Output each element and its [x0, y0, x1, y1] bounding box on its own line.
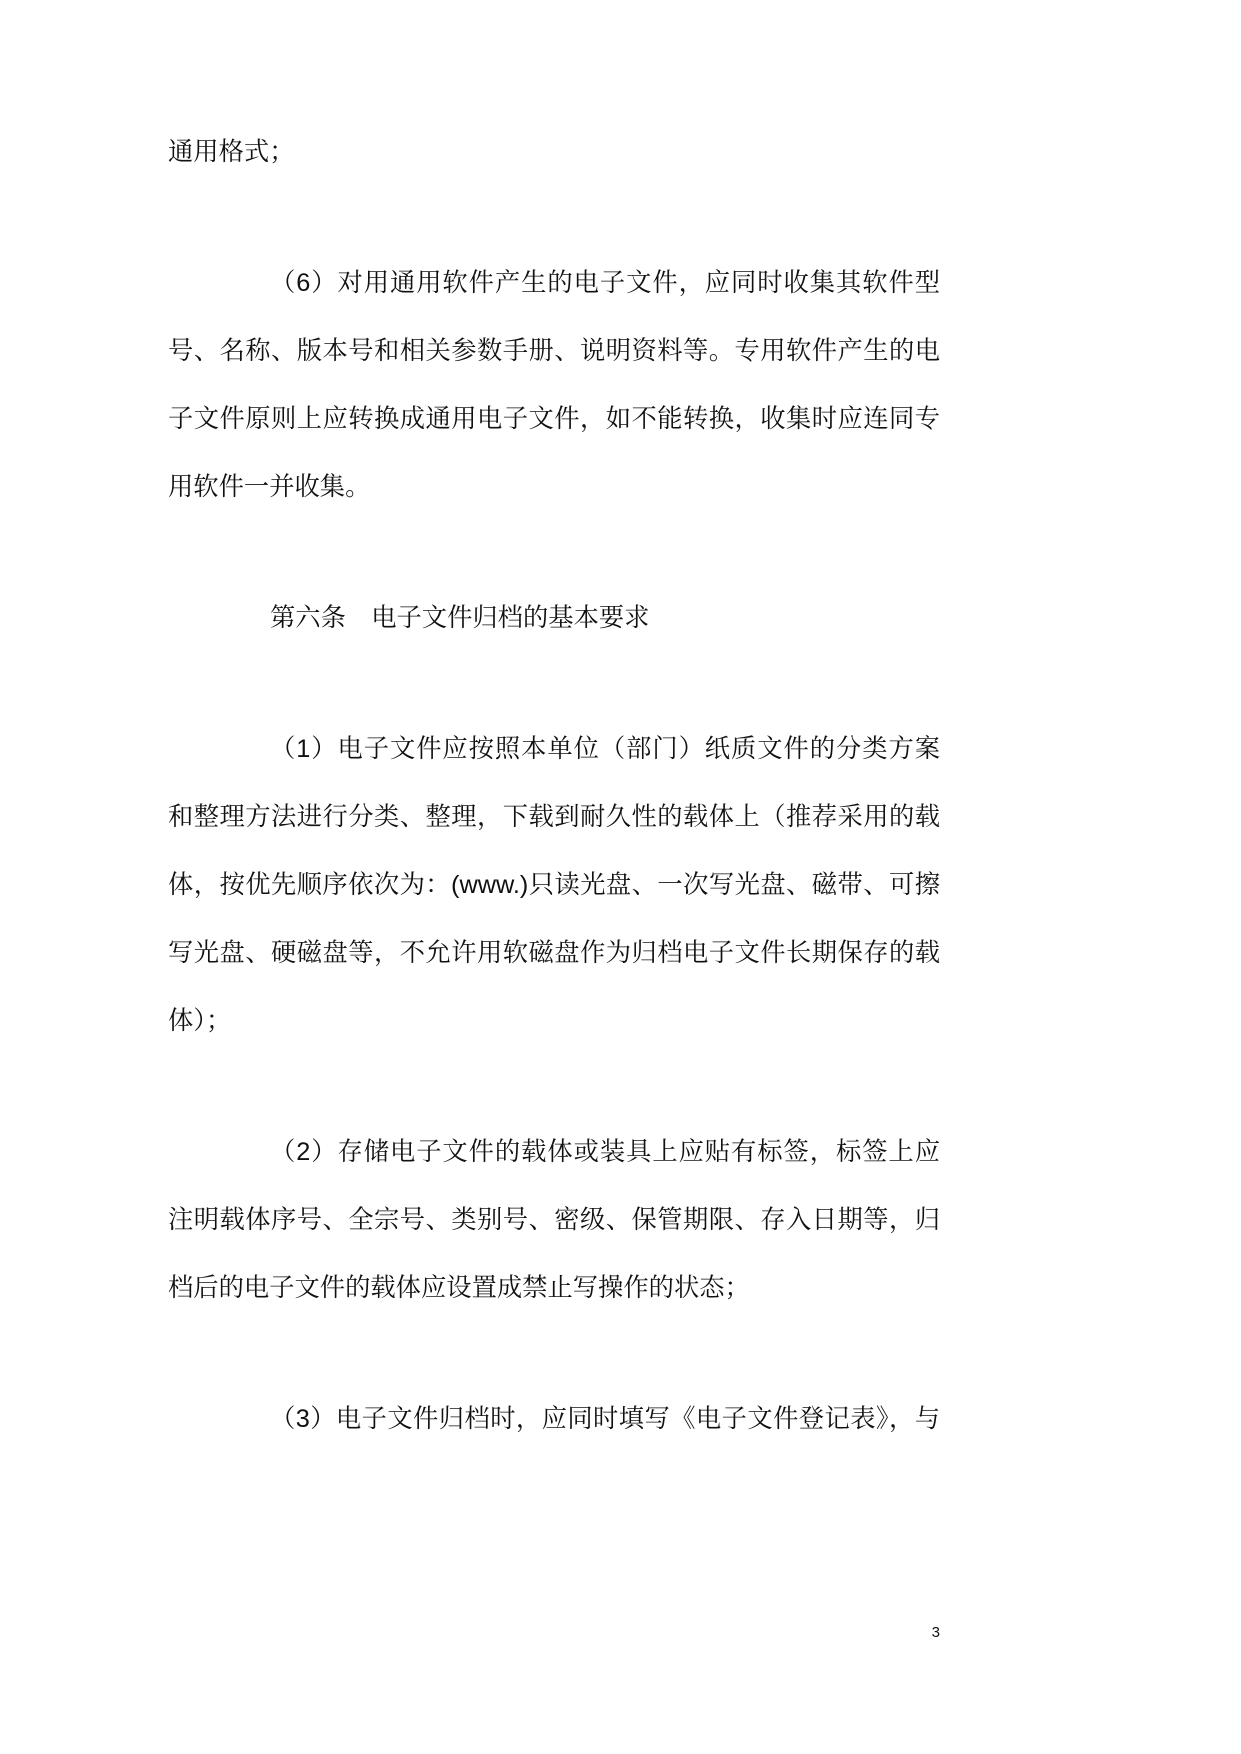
text-line: 注明载体序号、全宗号、类别号、密级、保管期限、存入日期等，归	[168, 1206, 940, 1234]
text-line: 体，按优先顺序依次为：(www.)只读光盘、一次写光盘、磁带、可擦	[168, 871, 940, 899]
text-line: （3）电子文件归档时，应同时填写《电子文件登记表》，与	[270, 1405, 940, 1433]
text-line: 体）；	[168, 1007, 232, 1035]
text-line: （6）对用通用软件产生的电子文件，应同时收集其软件型	[270, 269, 940, 297]
paragraph-item-6	[168, 249, 940, 521]
document-body	[168, 118, 940, 1516]
paragraph-item-1	[168, 715, 940, 1055]
text-line: 通用格式；	[168, 138, 295, 166]
text-line: （1）电子文件应按照本单位（部门）纸质文件的分类方案	[270, 735, 940, 763]
text-line: 号、名称、版本号和相关参数手册、说明资料等。专用软件产生的电	[168, 337, 940, 365]
text-line: 写光盘、硬磁盘等，不允许用软磁盘作为归档电子文件长期保存的载	[168, 939, 940, 967]
heading-line: 第六条 电子文件归档的基本要求	[270, 604, 650, 632]
page-number: 3	[931, 1624, 940, 1641]
section-heading	[168, 584, 940, 652]
text-line: 用软件一并收集。	[168, 473, 371, 501]
paragraph-continuation	[168, 118, 940, 186]
text-line: 档后的电子文件的载体应设置成禁止写操作的状态；	[168, 1274, 750, 1302]
text-line: 子文件原则上应转换成通用电子文件，如不能转换，收集时应连同专	[168, 405, 940, 433]
paragraph-item-2	[168, 1118, 940, 1322]
text-line: 和整理方法进行分类、整理，下载到耐久性的载体上（推荐采用的载	[168, 803, 940, 831]
paragraph-item-3	[168, 1385, 940, 1453]
text-line: （2）存储电子文件的载体或装具上应贴有标签，标签上应	[270, 1138, 940, 1166]
